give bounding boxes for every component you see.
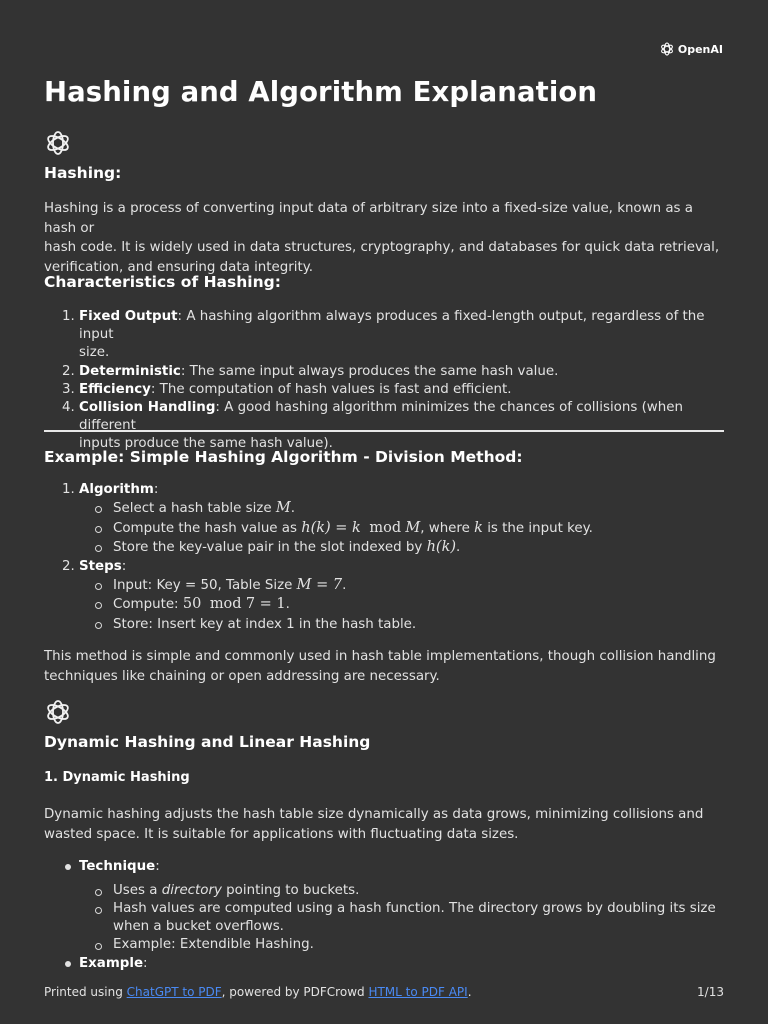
footer-credit	[44, 985, 472, 999]
item-term: Technique	[79, 859, 156, 874]
sub-list-item	[44, 538, 728, 558]
item-text: Store: Insert key at index 1 in the hash table.	[113, 616, 417, 632]
footer-text: , powered by PDFCrowd	[221, 985, 369, 999]
dynamic-hashing-intro	[44, 805, 728, 844]
circle-bullet-icon	[95, 907, 102, 914]
list-item	[44, 363, 728, 381]
circle-bullet-icon	[95, 622, 102, 629]
text-line: hash code. It is widely used in data structures, cryptography, and databases for quick data retrieval,	[44, 240, 720, 255]
item-number: 2.	[62, 558, 75, 574]
list-item	[44, 399, 728, 454]
item-number: 1.	[62, 309, 75, 324]
math-expression: 7 = 1	[245, 596, 286, 613]
sub-list-item	[44, 882, 728, 900]
item-text: :	[155, 859, 160, 874]
dynamic-hashing-list	[44, 857, 728, 973]
item-text: size.	[79, 345, 110, 361]
example-heading: Example: Simple Hashing Algorithm - Division Method:	[44, 448, 523, 466]
item-text: : The same input always produces the same hash value.	[180, 363, 559, 379]
math-expression: 50	[182, 596, 202, 613]
item-text: Compute the hash value as	[113, 520, 302, 536]
characteristics-heading: Characteristics of Hashing:	[44, 273, 281, 291]
circle-bullet-icon	[95, 889, 102, 896]
item-text: Uses a	[113, 882, 162, 898]
item-text: .	[290, 501, 295, 517]
item-number: 4.	[62, 400, 75, 416]
item-term: Fixed Output	[79, 309, 178, 324]
item-text: pointing to buckets.	[221, 882, 360, 898]
circle-bullet-icon	[95, 583, 102, 590]
item-text: Compute:	[113, 597, 183, 613]
item-text: .	[456, 540, 461, 556]
sub-list-item	[44, 499, 728, 519]
item-term: Efficiency	[79, 381, 151, 397]
item-text: Select a hash table size	[113, 501, 276, 517]
item-text: inputs produce the same hash value).	[79, 436, 333, 452]
item-text: Input: Key = 50, Table Size	[113, 577, 297, 593]
circle-bullet-icon	[95, 545, 102, 552]
item-text: Hash values are computed using a hash function. The directory grows by doubling its size	[113, 900, 716, 916]
item-text: :	[153, 482, 159, 497]
sub-list-item	[44, 595, 728, 615]
list-item	[44, 558, 728, 576]
circle-bullet-icon	[95, 506, 102, 513]
math-expression: M = 7	[296, 576, 343, 593]
section-heading-hashing: Hashing:	[44, 164, 122, 182]
circle-bullet-icon	[95, 526, 102, 533]
item-number: 1.	[62, 482, 75, 497]
brand-name: OpenAI	[677, 42, 723, 56]
item-term: Example	[79, 955, 144, 971]
text-line: wasted space. It is suitable for applications with fluctuating data sizes.	[44, 826, 519, 842]
item-text: Example: Extendible Hashing.	[113, 936, 314, 952]
dynamic-hashing-heading: Dynamic Hashing and Linear Hashing	[44, 733, 371, 751]
list-item	[44, 954, 728, 974]
text-line: This method is simple and commonly used in hash table implementations, though collision handling	[44, 649, 716, 664]
math-expression: h(k) = k	[301, 519, 361, 536]
item-number: 3.	[62, 381, 75, 397]
text-line: techniques like chaining or open addressing are necessary.	[44, 668, 440, 684]
footer-text: .	[467, 985, 472, 999]
item-text: :	[121, 558, 127, 574]
item-text: : A good hashing algorithm minimizes the chances of collisions (when different	[79, 400, 683, 434]
hashing-intro	[44, 199, 728, 277]
sub-list-item	[44, 615, 728, 635]
sub-list-item	[44, 576, 728, 596]
list-item	[44, 481, 728, 499]
sub-list-item	[44, 900, 728, 936]
item-term: Deterministic	[79, 363, 181, 379]
sub-list-item	[44, 936, 728, 954]
example-list	[44, 481, 728, 634]
math-expression: M	[275, 500, 291, 517]
circle-bullet-icon	[95, 602, 102, 609]
bullet-icon	[65, 864, 71, 870]
section-divider	[44, 430, 724, 432]
item-number: 2.	[62, 363, 75, 379]
text-line: verification, and ensuring data integrity.	[44, 259, 314, 275]
circle-bullet-icon	[95, 943, 102, 950]
item-text: is the input key.	[482, 520, 593, 536]
sub-list-item	[44, 519, 728, 539]
page-number: 1/13	[697, 985, 724, 999]
item-text: Store the key-value pair in the slot indexed by	[113, 540, 427, 556]
item-text: : A hashing algorithm always produces a fixed-length output, regardless of the input	[79, 309, 705, 343]
item-text: :	[143, 955, 148, 971]
text-line: Dynamic hashing adjusts the hash table size dynamically as data grows, minimizing collisions and	[44, 807, 704, 822]
item-text: .	[285, 597, 290, 613]
math-expression: M	[405, 519, 421, 536]
item-term: Algorithm	[79, 482, 154, 497]
item-emphasis: directory	[161, 882, 222, 898]
bullet-icon	[65, 961, 71, 967]
item-term: Steps	[79, 558, 122, 574]
chatgpt-icon	[44, 129, 72, 157]
math-expression: k	[474, 519, 483, 536]
html-to-pdf-api-link[interactable]: HTML to PDF API	[368, 985, 468, 999]
list-item	[44, 308, 728, 363]
openai-logo-icon	[659, 41, 675, 57]
item-text: .	[342, 577, 347, 593]
item-text: when a bucket overflows.	[113, 918, 284, 934]
item-text: , where	[420, 520, 475, 536]
dynamic-hashing-subheading: 1. Dynamic Hashing	[44, 770, 190, 785]
chatgpt-to-pdf-link[interactable]: ChatGPT to PDF	[126, 985, 222, 999]
math-operator: mod	[209, 596, 242, 613]
example-summary	[44, 647, 728, 686]
text-line: Hashing is a process of converting input data of arbitrary size into a fixed-size value, known as a hash or	[44, 201, 693, 236]
item-text: : The computation of hash values is fast and efficient.	[150, 381, 512, 397]
item-term: Collision Handling	[79, 400, 216, 416]
page-title: Hashing and Algorithm Explanation	[44, 76, 598, 108]
list-item	[44, 857, 728, 877]
list-item	[44, 381, 728, 399]
footer-text: Printed using	[44, 985, 127, 999]
math-expression: h(k)	[426, 539, 457, 556]
math-operator: mod	[369, 519, 402, 536]
openai-brand	[659, 41, 723, 57]
chatgpt-icon	[44, 698, 72, 726]
